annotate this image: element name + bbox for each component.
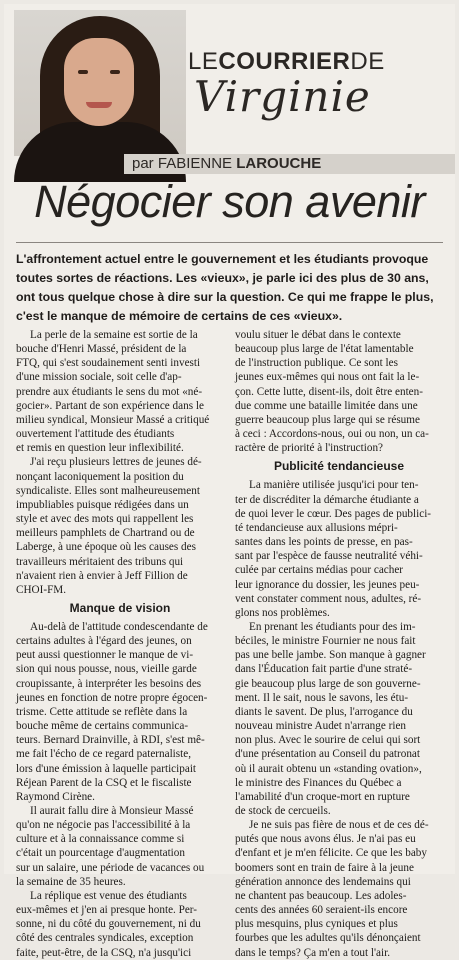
columnist-photo <box>14 10 186 156</box>
article-page <box>4 4 455 959</box>
divider <box>16 242 443 243</box>
paragraph: La réplique est venue des étudiants eux-mêmes et j'en ai presque honte. Per- sonne, ni du côté du gouvernement, ni du côté des centrales syndicales, exception faite, peut-être, de la CSQ, n'a jusqu'ici <box>16 889 201 959</box>
masthead-name: Virginie <box>194 72 371 121</box>
paragraph: Au-delà de l'attitude condescendante de certains adultes à l'égard des jeunes, on peut aussi questionner le manque de vi- sion qui nous pousse, nous, vieille garde croupissante, à interpréter les besoins des jeunes en fonction de notre propre égocen- trisme. Cette attitude se reflète dans la bouche même de certains communica- teurs. Bernard Drainville, à RDI, s'est mê- me fait l'écho de ce regard paternaliste, lors d'une émission à laquelle participait Réjean Parent de la CSQ et le fiscaliste Raymond Cirène. <box>16 620 208 803</box>
masthead-prefix: LE <box>188 48 219 75</box>
paragraph: Je ne suis pas fière de nous et de ces dé- putés que nous avons élus. Je n'ai pas eu d'enfant et je m'en félicite. Ce que les baby boomers sont en train de faire à la jeune génération annonce des lendemains qui ne chantent pas beaucoup. Les adoles- cents des années 60 seraient-ils encore plus mesquins, plus cyniques et plus fourbes que les adultes qu'ils dénonçaient dans le temps? Ça m'en a tout l'air. <box>235 819 429 959</box>
headline: Négocier son avenir <box>34 176 425 227</box>
paragraph: Il aurait fallu dire à Monsieur Massé qu'on ne négocie pas l'accessibilité à la culture et à la connaissance comme si c'était un pourcentage d'augmentation sur un salaire, une période de vacances ou la semaine de 35 heures. <box>16 805 205 888</box>
paragraph: La perle de la semaine est sortie de la bouche d'Henri Massé, président de la FTQ, qui s'est soudainement senti investi d'une mission sociale, soit celle d'ap- prendre aux étudiants le sens du mot «né- gocier». Partant de son expérience dans le milieu syndical, Monsieur Massé a critiqué ouvertement l'attitude des étudiants et remis en question leur inflexibilité. <box>16 329 210 455</box>
lede: L'affrontement actuel entre le gouvernement et les étudiants provoque toutes sortes de réactions. Les «vieux», je parle ici des plus de 30 ans, ont tous quelque chose à dire sur la question. Ce qui me frappe le plus, c'est le manque de mémoire de certains de ces «vieux». <box>16 252 434 323</box>
byline: par FABIENNE LAROUCHE <box>124 154 455 174</box>
paragraph: J'ai reçu plusieurs lettres de jeunes dé- nonçant laconiquement la position du syndicaliste. Elles sont malheureusement impubliables puisque rédigées dans un style et avec des mots qui rappellent les meilleurs pamphlets de Chartrand ou de Laberge, à une époque où les causes des travailleurs méritaient des tribuns qui n'avaient rien à envier à Jeff Fillion de CHOI-FM. <box>16 456 202 596</box>
masthead-suffix: DE <box>350 48 385 75</box>
left-column <box>16 328 224 960</box>
right-column <box>235 328 443 960</box>
masthead-word: COURRIER <box>218 48 351 75</box>
paragraph: En prenant les étudiants pour des im- béciles, le ministre Fournier ne nous fait pas une belle jambe. Son manque à gagner dans l'Éducation fait partie d'une straté- gie beaucoup plus large de son gouverne- ment. Il le sait, nous le savons, les étu- diants le savent. De plus, l'arrogance du nouveau ministre Audet n'arrange rien non plus. Avec le sourire de celui qui sort d'une présentation au Conseil du patronat où il aurait obtenu un «standing ovation», le ministre des Finances du Québec a l'amabilité d'un croque-mort en rupture de stock de cercueils. <box>235 620 426 817</box>
subheading: Manque de vision <box>69 600 171 615</box>
subheading: Publicité tendancieuse <box>273 459 405 474</box>
paragraph: La manière utilisée jusqu'ici pour ten- ter de discréditer la démarche étudiante a de quoi lever le cœur. Des pages de publici- té tendancieuse aux allusions mépri- santes dans les points de presse, en pas- sant par l'espèce de fausse neutralité véhi- culée par certains médias pour cacher leur ignorance du dossier, les jeunes peu- vent constater comment nous, adultes, ré- glons nos problèmes. <box>235 479 432 619</box>
paragraph: voulu situer le débat dans le contexte beaucoup plus large de l'état lamentable de l'instruction publique. Ce sont les jeunes eux-mêmes qui nous ont fait la le- çon. Cette lutte, disent-ils, doit être enten- due comme une bataille limitée dans une guerre beaucoup plus large qui se résume à ceci : Accordons-nous, oui ou non, un ca- ractère de priorité à l'instruction? <box>235 329 429 455</box>
